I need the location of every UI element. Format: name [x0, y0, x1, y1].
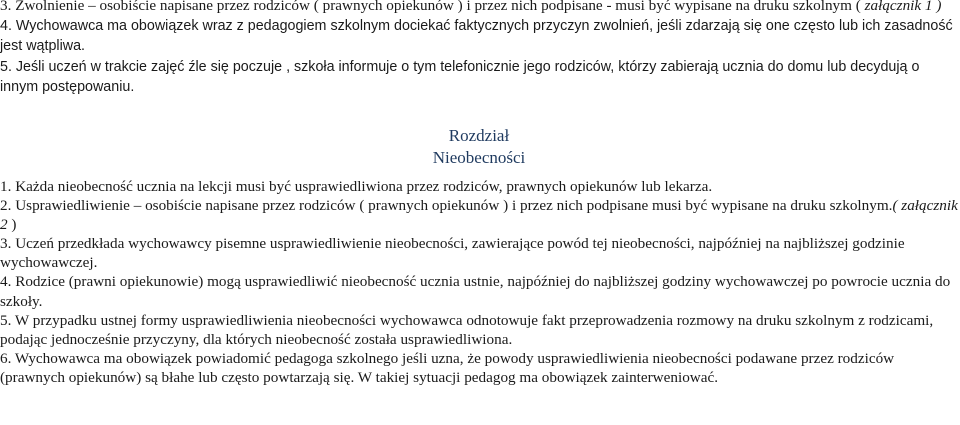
absence-item-4: 4. Rodzice (prawni opiekunowie) mogą usprawiedliwić nieobecność ucznia ustnie, najpóźniej do najbliższej godziny wychowawczej po powrocie ucznia do szkoły.: [0, 273, 951, 310]
absence-item-2-text: 2. Usprawiedliwienie – osobiście napisane przez rodziców ( prawnych opiekunów ) i przez nich podpisane musi być wypisane na druku szkolnym.: [0, 197, 893, 215]
item-3-text: 3. Zwolnienie – osobiście napisane przez rodziców ( prawnych opiekunów ) i przez nich podpisane - musi być wypisane na druku szkolnym (: [0, 0, 861, 14]
attachment-2-reference: ( załącznik 2: [0, 197, 958, 234]
absences-section-text: [0, 177, 958, 387]
absence-item-6: 6. Wychowawca ma obowiązek powiadomić pedagoga szkolnego jeśli uzna, że powody usprawiedliwienia nieobecności podawane przez rodziców (prawnych opiekunów) są błahe lub często powtarzają się. W takiej sytuacji pedagog ma obowiązek zainterweniować.: [0, 349, 895, 386]
absence-item-5: 5. W przypadku ustnej formy usprawiedliwienia nieobecności wychowawca odnotowuje fakt przeprowadzenia rozmowy na druku szkolnym z rodzicami, podając jednocześnie przyczyny, dla których nieobecność została usprawiedliwiona.: [0, 311, 934, 348]
chapter-heading: Rozdział: [448, 126, 510, 146]
absence-item-2: [0, 196, 958, 234]
attachment-1-reference: załącznik 1 ): [864, 0, 942, 14]
paragraph-item-4: 4. Wychowawca ma obowiązek wraz z pedagogiem szkolnym dociekać faktycznych przyczyn zwolnień, jeśli zdarzają się one często lub ich zasadność jest wątpliwa.: [0, 18, 953, 55]
chapter-title: Nieobecności: [432, 148, 526, 168]
paragraph-item-3: [0, 0, 958, 16]
previous-section-text: [0, 0, 958, 97]
absence-item-1: 1. Każda nieobecność ucznia na lekcji musi być usprawiedliwiona przez rodziców, prawnych opiekunów lub lekarza.: [0, 178, 713, 196]
paragraph-item-5: 5. Jeśli uczeń w trakcie zajęć źle się poczuje , szkoła informuje o tym telefonicznie jego rodziców, którzy zabierają ucznia do domu lub decydują o innym postępowaniu.: [0, 58, 920, 95]
absence-item-3: 3. Uczeń przedkłada wychowawcy pisemne usprawiedliwienie nieobecności, zawierające powód tej nieobecności, najpóźniej na najbliższej godzinie wychowawczej.: [0, 235, 905, 272]
attachment-2-closing: ): [7, 216, 17, 234]
